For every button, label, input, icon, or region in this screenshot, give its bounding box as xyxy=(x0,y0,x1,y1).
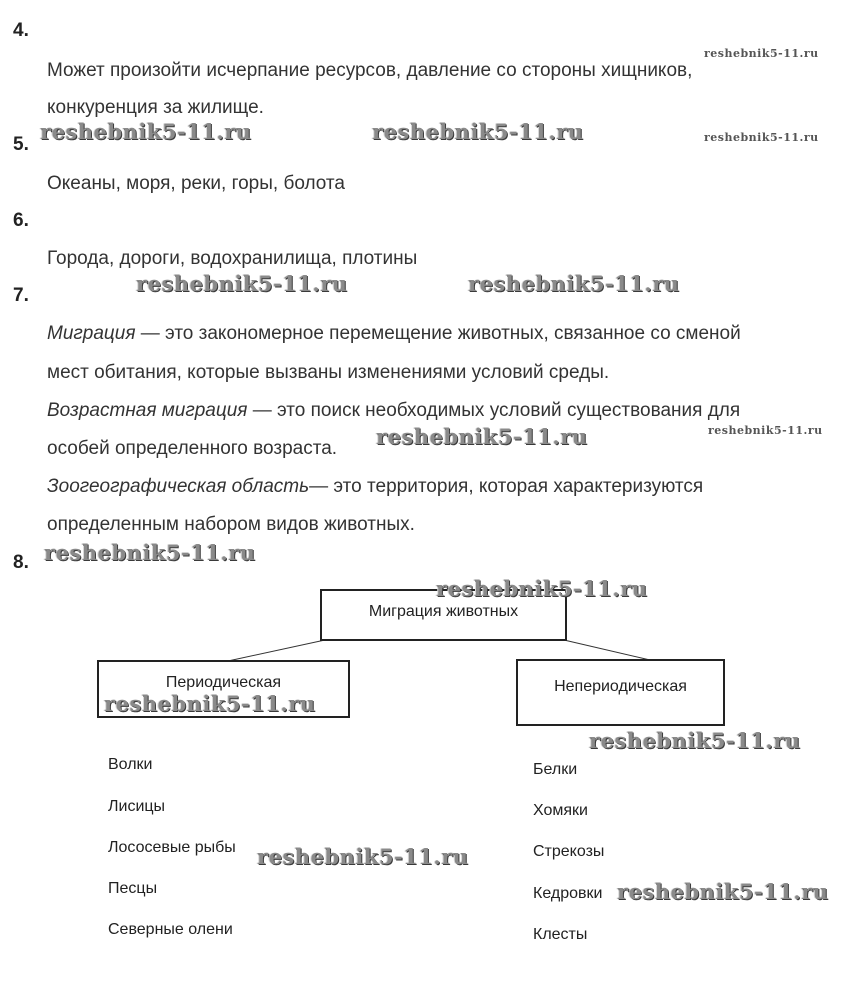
watermark: reshebnik5-11.ru xyxy=(589,728,801,753)
answer-6: Города, дороги, водохранилища, плотины xyxy=(47,248,418,269)
question-number-7: 7. xyxy=(13,285,29,306)
connector-left xyxy=(228,640,325,661)
answer-4-line-2: конкуренция за жилище. xyxy=(47,97,264,118)
diagram-nonperiodic-box xyxy=(516,659,725,726)
watermark: reshebnik5-11.ru xyxy=(436,576,648,601)
list-item: Белки xyxy=(533,761,578,778)
watermark: reshebnik5-11.ru xyxy=(376,424,588,449)
answer-4-line-1: Может произойти исчерпание ресурсов, давление со стороны хищников, xyxy=(47,60,693,81)
answer-7-def-3-line-2: определенным набором видов животных. xyxy=(47,514,415,535)
list-item: Волки xyxy=(108,756,153,773)
watermark: reshebnik5-11.ru xyxy=(136,271,348,296)
diagram-nonperiodic-label: Непериодическая xyxy=(554,678,687,695)
def-zoogeographic-part-1: — это территория, которая характеризуются xyxy=(309,476,704,497)
diagram-periodic-label: Периодическая xyxy=(165,674,282,691)
answer-7-def-2-line-2: особей определенного возраста. xyxy=(47,438,338,459)
watermark: reshebnik5-11.ru xyxy=(372,119,584,144)
list-item: Лососевые рыбы xyxy=(108,839,236,856)
watermark: reshebnik5-11.ru xyxy=(704,47,819,60)
answer-7-def-1-line-2: мест обитания, которые вызваны изменениями условий среды. xyxy=(47,362,610,383)
watermark: reshebnik5-11.ru xyxy=(257,844,469,869)
term-zoogeographic-area: Зоогеографическая область xyxy=(47,476,310,497)
question-number-5: 5. xyxy=(13,134,29,155)
list-item: Клесты xyxy=(533,926,588,943)
list-item: Песцы xyxy=(108,880,158,897)
question-number-6: 6. xyxy=(13,210,29,231)
watermark: reshebnik5-11.ru xyxy=(704,131,819,144)
term-age-migration: Возрастная миграция xyxy=(47,400,248,421)
diagram-root-label: Миграция животных xyxy=(368,603,519,620)
list-item: Лисицы xyxy=(108,798,166,815)
watermark: reshebnik5-11.ru xyxy=(468,271,680,296)
def-migration-part-1: — это закономерное перемещение животных, связанное со сменой xyxy=(135,323,741,344)
watermark: reshebnik5-11.ru xyxy=(617,879,829,904)
list-item: Северные олени xyxy=(108,921,233,938)
question-number-4: 4. xyxy=(13,20,29,41)
watermark: reshebnik5-11.ru xyxy=(44,540,256,565)
answer-5: Океаны, моря, реки, горы, болота xyxy=(47,173,345,194)
list-item: Стрекозы xyxy=(533,843,605,860)
watermark: reshebnik5-11.ru xyxy=(40,119,252,144)
watermark: reshebnik5-11.ru xyxy=(708,424,823,437)
list-item: Хомяки xyxy=(533,802,588,819)
question-number-8: 8. xyxy=(13,552,29,573)
connector-right xyxy=(564,640,650,660)
term-migration: Миграция xyxy=(47,323,136,344)
watermark: reshebnik5-11.ru xyxy=(104,691,316,716)
list-item: Кедровки xyxy=(533,885,603,902)
def-age-migration-part-1: — это поиск необходимых условий существования для xyxy=(247,400,741,421)
